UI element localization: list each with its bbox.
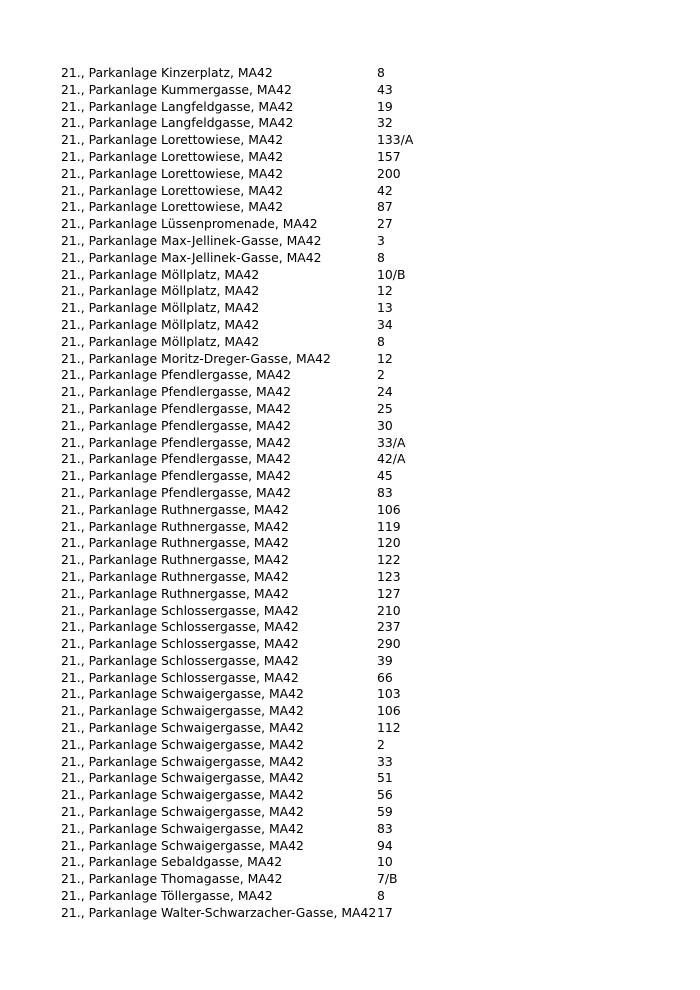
location-text: 21., Parkanlage Töllergasse, MA42 [61, 888, 273, 904]
location-text: 21., Parkanlage Langfeldgasse, MA42 [61, 98, 294, 114]
list-item [61, 502, 661, 519]
number-text: 19 [377, 98, 393, 114]
location-text: 21., Parkanlage Ruthnergasse, MA42 [61, 568, 289, 584]
list-item [61, 132, 661, 149]
number-text: 12 [377, 350, 393, 366]
number-text: 200 [377, 165, 401, 181]
list-item [61, 603, 661, 620]
list-item [61, 351, 661, 368]
number-text: 42/A [377, 451, 406, 467]
location-text: 21., Parkanlage Schwaigergasse, MA42 [61, 736, 304, 752]
location-text: 21., Parkanlage Schwaigergasse, MA42 [61, 720, 304, 736]
list-item [61, 821, 661, 838]
number-text: 119 [377, 518, 401, 534]
location-text: 21., Parkanlage Ruthnergasse, MA42 [61, 501, 289, 517]
number-text: 56 [377, 787, 393, 803]
number-text: 83 [377, 484, 393, 500]
number-text: 59 [377, 804, 393, 820]
number-text: 24 [377, 384, 393, 400]
list-item [61, 770, 661, 787]
number-text: 39 [377, 652, 393, 668]
list-item [61, 367, 661, 384]
location-text: 21., Parkanlage Möllplatz, MA42 [61, 266, 260, 282]
location-text: 21., Parkanlage Ruthnergasse, MA42 [61, 535, 289, 551]
location-text: 21., Parkanlage Lorettowiese, MA42 [61, 148, 284, 164]
list-item [61, 670, 661, 687]
location-text: 21., Parkanlage Pfendlergasse, MA42 [61, 417, 291, 433]
location-text: 21., Parkanlage Schwaigergasse, MA42 [61, 837, 304, 853]
list-item [61, 216, 661, 233]
number-text: 237 [377, 619, 401, 635]
entry-list [61, 65, 661, 922]
location-text: 21., Parkanlage Pfendlergasse, MA42 [61, 468, 291, 484]
location-text: 21., Parkanlage Schlossergasse, MA42 [61, 669, 299, 685]
number-text: 8 [377, 888, 385, 904]
list-item [61, 149, 661, 166]
number-text: 123 [377, 568, 401, 584]
list-item [61, 619, 661, 636]
location-text: 21., Parkanlage Schwaigergasse, MA42 [61, 753, 304, 769]
list-item [61, 250, 661, 267]
location-text: 21., Parkanlage Möllplatz, MA42 [61, 300, 260, 316]
list-item [61, 754, 661, 771]
location-text: 21., Parkanlage Schwaigergasse, MA42 [61, 686, 304, 702]
list-item [61, 703, 661, 720]
number-text: 33/A [377, 434, 406, 450]
list-item [61, 569, 661, 586]
list-item [61, 653, 661, 670]
number-text: 3 [377, 232, 385, 248]
number-text: 87 [377, 199, 393, 215]
location-text: 21., Parkanlage Schwaigergasse, MA42 [61, 820, 304, 836]
location-text: 21., Parkanlage Lorettowiese, MA42 [61, 182, 284, 198]
list-item [61, 636, 661, 653]
number-text: 157 [377, 148, 401, 164]
list-item [61, 317, 661, 334]
location-text: 21., Parkanlage Pfendlergasse, MA42 [61, 384, 291, 400]
number-text: 290 [377, 636, 401, 652]
location-text: 21., Parkanlage Pfendlergasse, MA42 [61, 434, 291, 450]
number-text: 8 [377, 65, 385, 80]
number-text: 51 [377, 770, 393, 786]
location-text: 21., Parkanlage Langfeldgasse, MA42 [61, 115, 294, 131]
location-text: 21., Parkanlage Lüssenpromenade, MA42 [61, 216, 318, 232]
list-item [61, 552, 661, 569]
number-text: 7/B [377, 871, 398, 887]
list-item [61, 267, 661, 284]
location-text: 21., Parkanlage Max-Jellinek-Gasse, MA42 [61, 249, 322, 265]
list-item [61, 300, 661, 317]
list-item [61, 905, 661, 922]
number-text: 13 [377, 300, 393, 316]
list-item [61, 485, 661, 502]
location-text: 21., Parkanlage Möllplatz, MA42 [61, 283, 260, 299]
list-item [61, 183, 661, 200]
list-item [61, 720, 661, 737]
number-text: 30 [377, 417, 393, 433]
list-item [61, 468, 661, 485]
number-text: 34 [377, 316, 393, 332]
location-text: 21., Parkanlage Pfendlergasse, MA42 [61, 400, 291, 416]
number-text: 32 [377, 115, 393, 131]
list-item [61, 686, 661, 703]
number-text: 94 [377, 837, 393, 853]
location-text: 21., Parkanlage Lorettowiese, MA42 [61, 132, 284, 148]
location-text: 21., Parkanlage Schlossergasse, MA42 [61, 602, 299, 618]
location-text: 21., Parkanlage Max-Jellinek-Gasse, MA42 [61, 232, 322, 248]
location-text: 21., Parkanlage Moritz-Dreger-Gasse, MA42 [61, 350, 331, 366]
list-item [61, 233, 661, 250]
location-text: 21., Parkanlage Schlossergasse, MA42 [61, 619, 299, 635]
location-text: 21., Parkanlage Schwaigergasse, MA42 [61, 787, 304, 803]
number-text: 106 [377, 703, 401, 719]
list-item [61, 82, 661, 99]
number-text: 133/A [377, 132, 414, 148]
location-text: 21., Parkanlage Pfendlergasse, MA42 [61, 367, 291, 383]
number-text: 42 [377, 182, 393, 198]
list-item [61, 838, 661, 855]
number-text: 210 [377, 602, 401, 618]
location-text: 21., Parkanlage Walter-Schwarzacher-Gasse, MA42 [61, 904, 377, 920]
list-item [61, 334, 661, 351]
list-item [61, 871, 661, 888]
location-text: 21., Parkanlage Kinzerplatz, MA42 [61, 65, 273, 80]
number-text: 106 [377, 501, 401, 517]
location-text: 21., Parkanlage Möllplatz, MA42 [61, 316, 260, 332]
location-text: 21., Parkanlage Schlossergasse, MA42 [61, 636, 299, 652]
number-text: 10 [377, 854, 393, 870]
list-item [61, 519, 661, 536]
list-item [61, 199, 661, 216]
location-text: 21., Parkanlage Pfendlergasse, MA42 [61, 451, 291, 467]
list-item [61, 384, 661, 401]
list-item [61, 283, 661, 300]
location-text: 21., Parkanlage Schwaigergasse, MA42 [61, 703, 304, 719]
number-text: 12 [377, 283, 393, 299]
location-text: 21., Parkanlage Lorettowiese, MA42 [61, 199, 284, 215]
list-item [61, 418, 661, 435]
list-item [61, 401, 661, 418]
list-item [61, 435, 661, 452]
number-text: 122 [377, 552, 401, 568]
location-text: 21., Parkanlage Kummergasse, MA42 [61, 81, 292, 97]
location-text: 21., Parkanlage Schlossergasse, MA42 [61, 652, 299, 668]
location-text: 21., Parkanlage Schwaigergasse, MA42 [61, 804, 304, 820]
list-item [61, 586, 661, 603]
number-text: 33 [377, 753, 393, 769]
location-text: 21., Parkanlage Möllplatz, MA42 [61, 333, 260, 349]
number-text: 8 [377, 249, 385, 265]
number-text: 27 [377, 216, 393, 232]
number-text: 103 [377, 686, 401, 702]
location-text: 21., Parkanlage Sebaldgasse, MA42 [61, 854, 283, 870]
list-item [61, 115, 661, 132]
number-text: 83 [377, 820, 393, 836]
location-text: 21., Parkanlage Ruthnergasse, MA42 [61, 552, 289, 568]
list-item [61, 451, 661, 468]
list-item [61, 787, 661, 804]
number-text: 120 [377, 535, 401, 551]
list-item [61, 166, 661, 183]
location-text: 21., Parkanlage Ruthnergasse, MA42 [61, 585, 289, 601]
number-text: 2 [377, 736, 385, 752]
number-text: 112 [377, 720, 401, 736]
location-text: 21., Parkanlage Thomagasse, MA42 [61, 871, 283, 887]
number-text: 25 [377, 400, 393, 416]
list-item [61, 535, 661, 552]
number-text: 43 [377, 81, 393, 97]
number-text: 8 [377, 333, 385, 349]
number-text: 127 [377, 585, 401, 601]
location-text: 21., Parkanlage Ruthnergasse, MA42 [61, 518, 289, 534]
location-text: 21., Parkanlage Pfendlergasse, MA42 [61, 484, 291, 500]
number-text: 10/B [377, 266, 406, 282]
number-text: 45 [377, 468, 393, 484]
location-text: 21., Parkanlage Schwaigergasse, MA42 [61, 770, 304, 786]
number-text: 2 [377, 367, 385, 383]
list-item [61, 854, 661, 871]
list-item [61, 888, 661, 905]
number-text: 66 [377, 669, 393, 685]
list-item [61, 65, 661, 82]
list-item [61, 99, 661, 116]
list-item [61, 737, 661, 754]
location-text: 21., Parkanlage Lorettowiese, MA42 [61, 165, 284, 181]
number-text: 17 [377, 904, 393, 920]
list-item [61, 804, 661, 821]
